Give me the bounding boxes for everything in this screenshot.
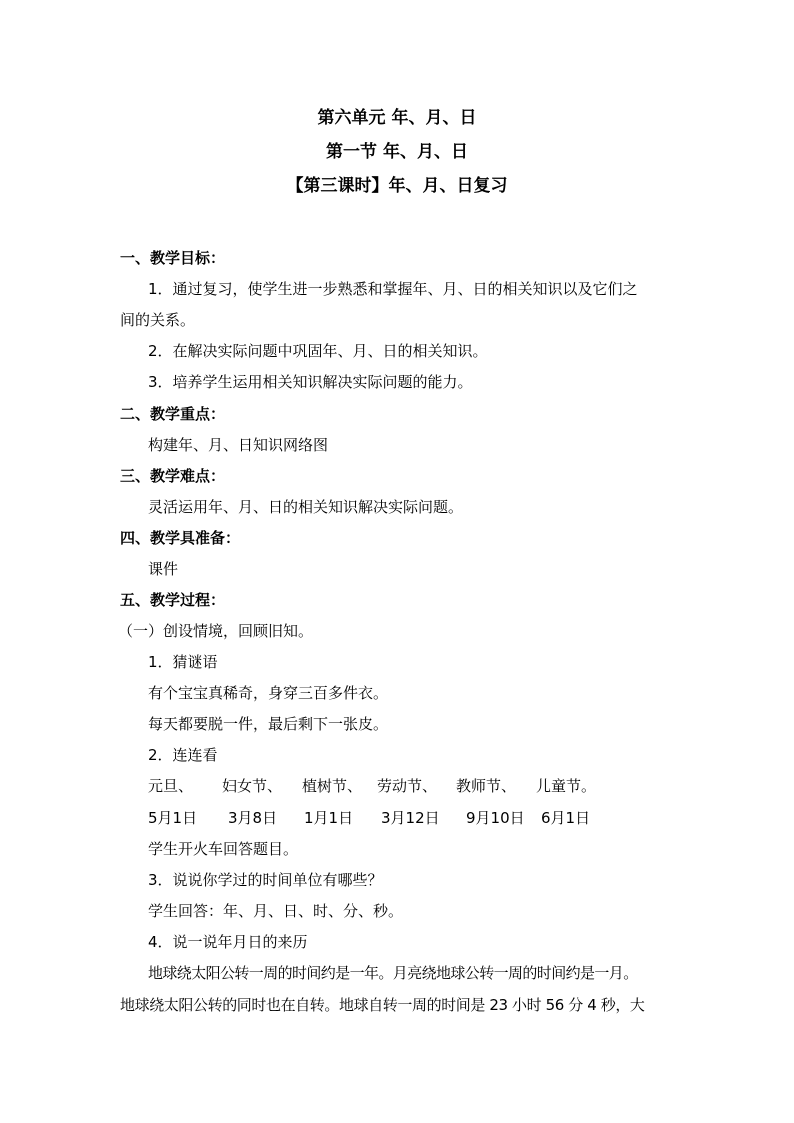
unit-title: 第六单元 年、月、日 — [317, 108, 477, 128]
festival-item: 元旦、 — [148, 777, 194, 795]
festival-item: 植树节、 — [302, 777, 363, 795]
materials-content: 课件 — [148, 560, 179, 578]
objective-item-1: 1．通过复习，使学生进一步熟悉和掌握年、月、日的相关知识以及它们之 — [148, 280, 638, 298]
units-answer: 学生回答：年、月、日、时、分、秒。 — [148, 902, 404, 920]
festival-item: 儿童节。 — [536, 777, 597, 795]
units-question: 3．说说你学过的时间单位有哪些？ — [148, 871, 383, 889]
key-points-content: 构建年、月、日知识网络图 — [148, 436, 329, 454]
date-item: 3月8日 — [228, 809, 278, 827]
match-note: 学生开火车回答题目。 — [148, 840, 299, 858]
date-item: 9月10日 — [466, 809, 525, 827]
date-item: 3月12日 — [381, 809, 440, 827]
objective-item-2: 2．在解决实际问题中巩固年、月、日的相关知识。 — [148, 342, 488, 360]
festival-item: 妇女节、 — [222, 777, 283, 795]
date-item: 5月1日 — [148, 809, 198, 827]
process-heading: 五、教学过程： — [120, 591, 226, 609]
difficulties-heading: 三、教学难点： — [120, 467, 226, 485]
festival-item: 教师节、 — [456, 777, 517, 795]
riddle-line-1: 有个宝宝真稀奇，身穿三百多件衣。 — [148, 684, 389, 702]
riddle-title: 1．猜谜语 — [148, 653, 218, 671]
origin-title: 4．说一说年月日的来历 — [148, 933, 308, 951]
date-item: 1月1日 — [304, 809, 354, 827]
date-item: 6月1日 — [541, 809, 591, 827]
section-title: 第一节 年、月、日 — [326, 142, 468, 162]
festival-item: 劳动节、 — [377, 777, 438, 795]
origin-paragraph-line-2: 地球绕太阳公转的同时也在自转。地球自转一周的时间是 23 小时 56 分 4 秒，大 — [120, 996, 645, 1014]
objective-item-3: 3．培养学生运用相关知识解决实际问题的能力。 — [148, 373, 473, 391]
materials-heading: 四、教学具准备： — [120, 529, 241, 547]
match-title: 2．连连看 — [148, 746, 218, 764]
difficulties-content: 灵活运用年、月、日的相关知识解决实际问题。 — [148, 498, 464, 516]
origin-paragraph-line-1: 地球绕太阳公转一周的时间约是一年。月亮绕地球公转一周的时间约是一月。 — [148, 964, 638, 982]
riddle-line-2: 每天都要脱一件，最后剩下一张皮。 — [148, 715, 389, 733]
objective-item-1-continued: 间的关系。 — [120, 311, 196, 329]
objectives-heading: 一、教学目标： — [120, 249, 226, 267]
process-part-1: （一）创设情境，回顾旧知。 — [118, 622, 314, 640]
key-points-heading: 二、教学重点： — [120, 405, 226, 423]
lesson-title: 【第三课时】年、月、日复习 — [286, 176, 508, 196]
